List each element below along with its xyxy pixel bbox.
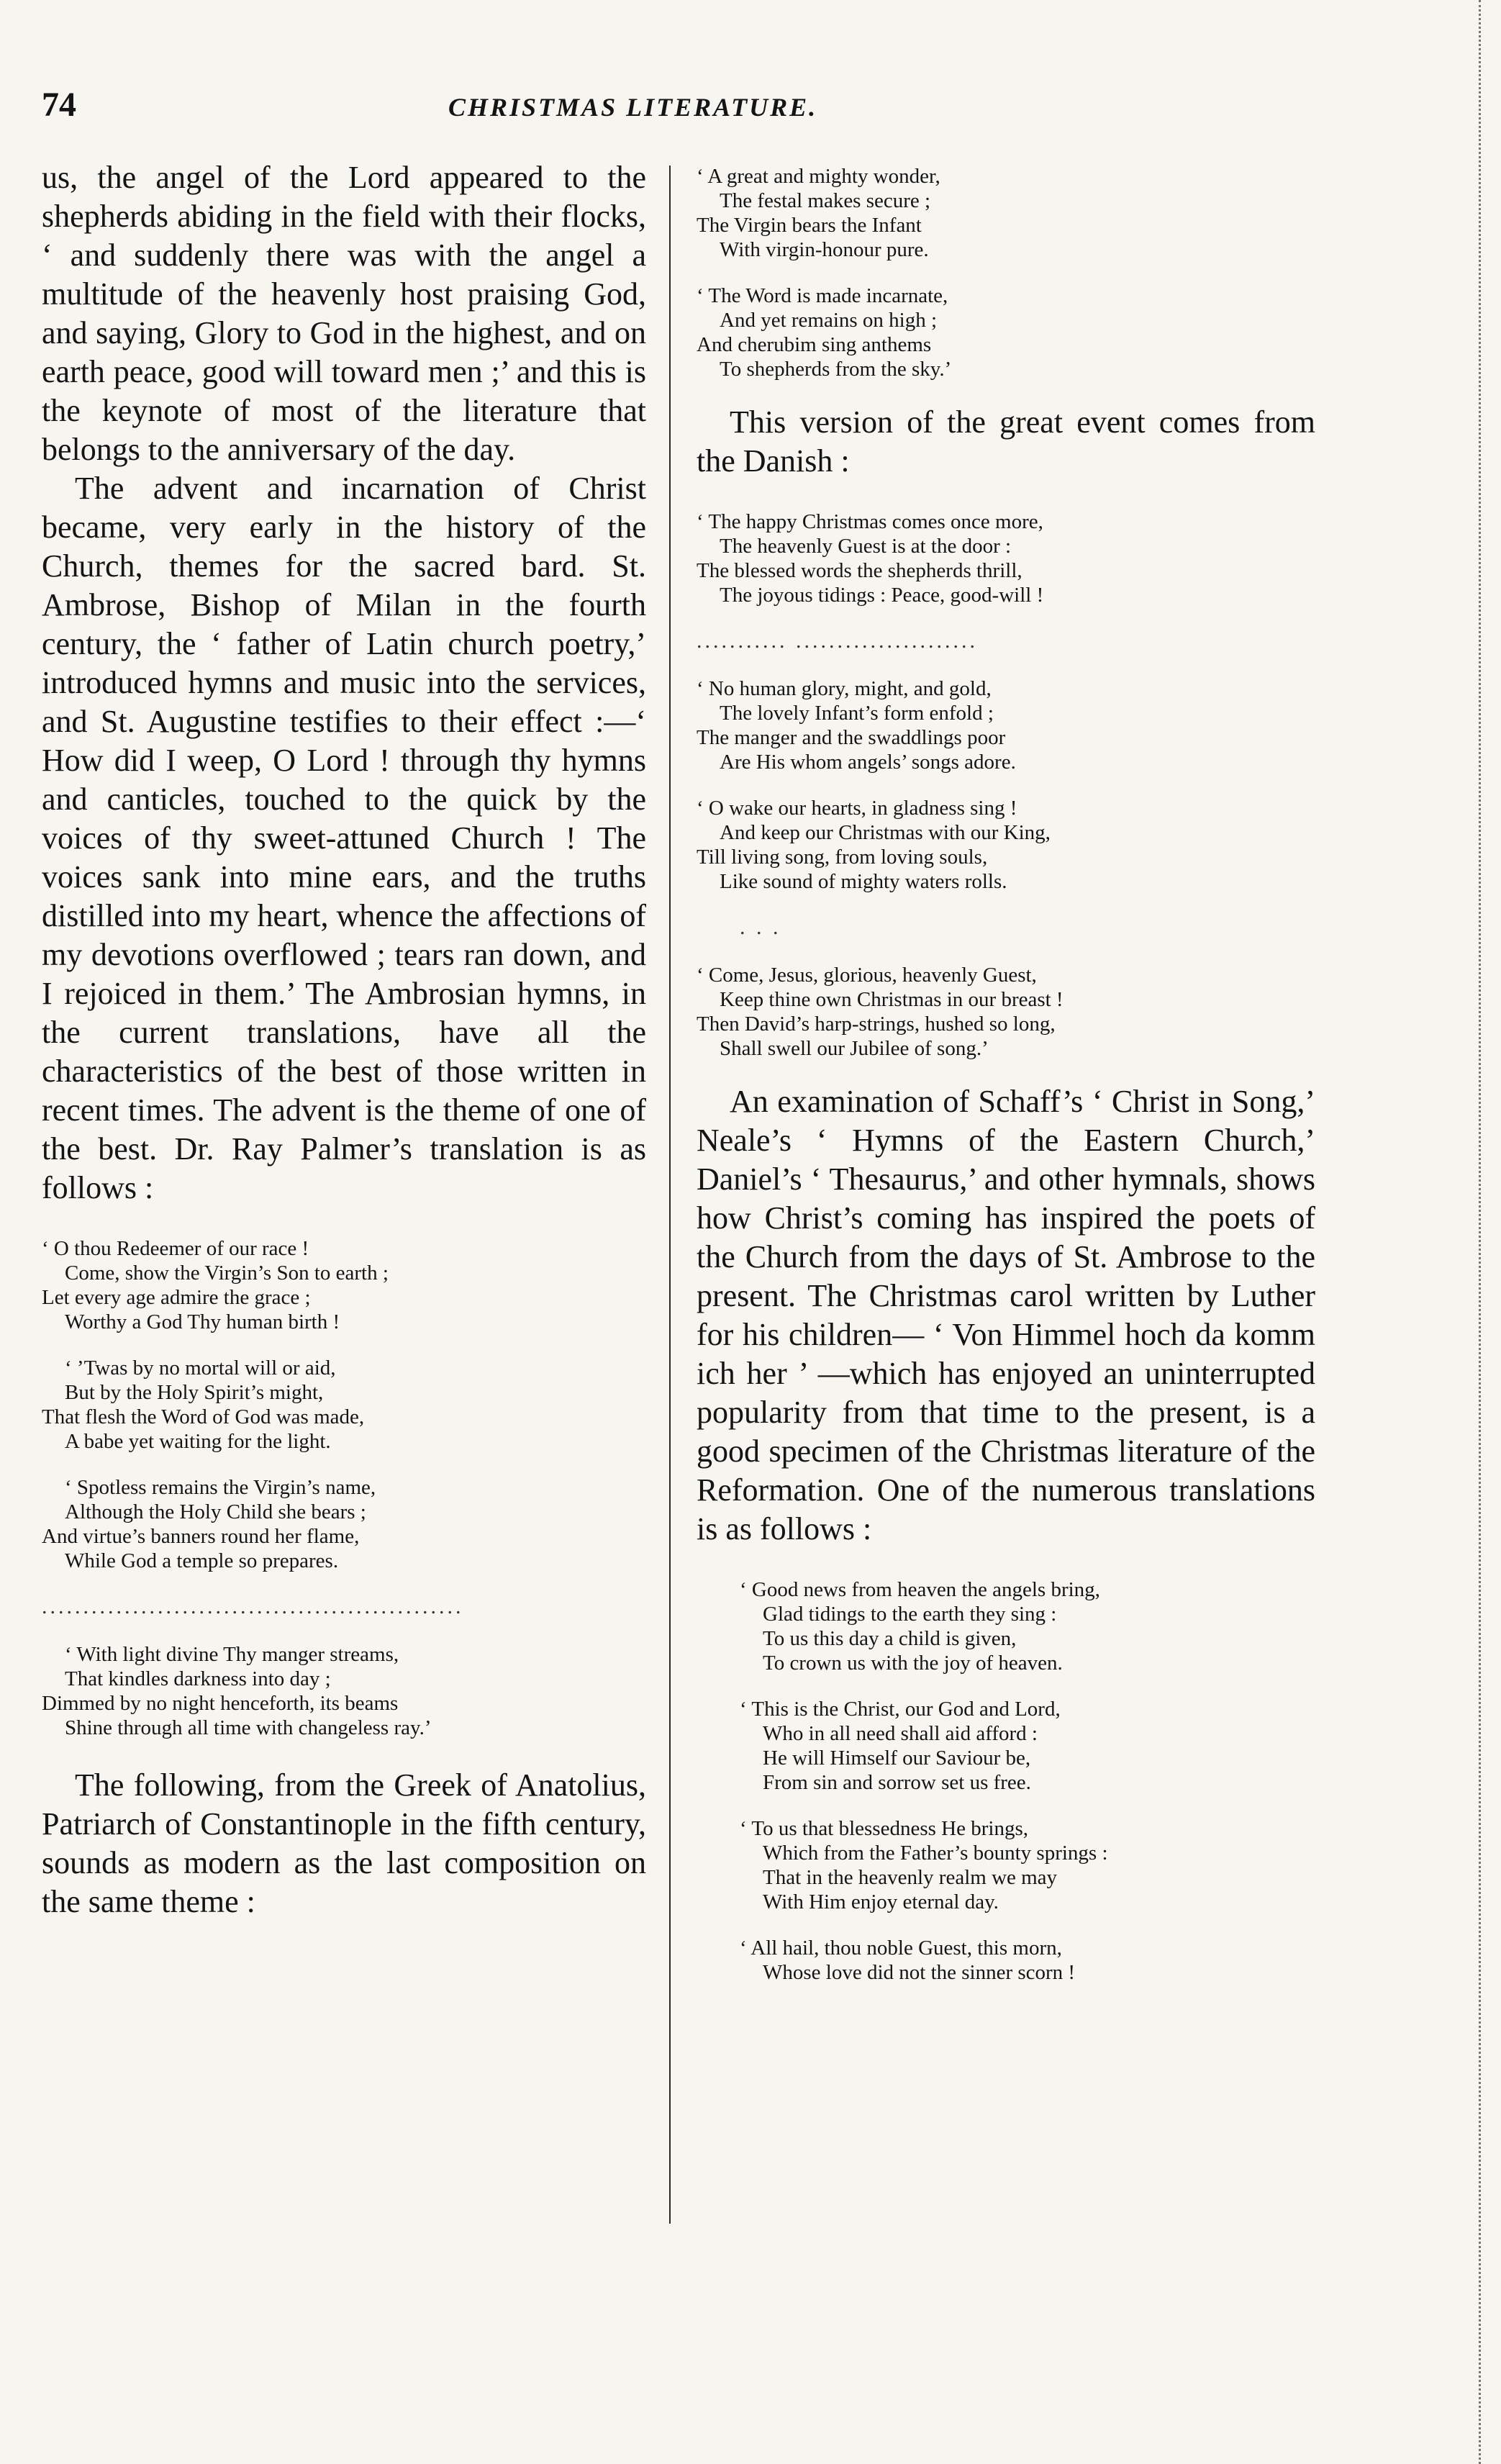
verse-line: Dimmed by no night henceforth, its beams <box>42 1692 399 1715</box>
verse-line: To shepherds from the sky.’ <box>720 358 952 381</box>
verse-line: The heavenly Guest is at the door : <box>720 535 1012 558</box>
verse-line: ‘ The happy Christmas comes once more, <box>697 510 1043 533</box>
verse-line: And keep our Christmas with our King, <box>720 821 1051 844</box>
verse-line: And yet remains on high ; <box>720 309 938 332</box>
verse-line: A babe yet waiting for the light. <box>65 1430 331 1453</box>
verse-stanza <box>42 1475 646 1573</box>
verse-line: Keep thine own Christmas in our breast ! <box>720 988 1064 1011</box>
paragraph: The advent and incarnation of Christ became, very early in the history of the Church, themes for the sacred bard. St. Ambrose, Bishop of Milan in the fourth century, the ‘ father of Latin church poetry,’ introduced hymns and music into the services, and St. Augustine testifies to their effect :—‘ How did I weep, O Lord ! through thy hymns and canticles, touched to the quick by the voices of thy sweet-attuned Church ! The voices sank into mine ears, and the truths distilled into my heart, whence the affections of my devotions overflowed ; tears ran down, and I rejoiced in them.’ The Ambrosian hymns, in the current translations, have all the characteristics of the best of those written in recent times. The advent is the theme of one of the best. Dr. Ray Palmer’s translation is as follows : <box>42 471 646 1205</box>
page-number: 74 <box>42 86 76 124</box>
page-header <box>42 85 1315 135</box>
verse-line: He will Himself our Saviour be, <box>763 1747 1031 1770</box>
verse-stanza <box>697 963 1315 1061</box>
running-title: CHRISTMAS LITERATURE. <box>448 93 818 122</box>
paragraph: An examination of Schaff’s ‘ Christ in Song,’ Neale’s ‘ Hymns of the Eastern Church,’ Daniel’s ‘ Thesaurus,’ and other hymnals, shows how Christ’s coming has inspired the poets of the Church from the days of St. Ambrose to the present. The Christmas carol written by Luther for his children— ‘ Von Himmel hoch da komm ich her ’ —which has enjoyed an uninterrupted popularity from that time to the present, is a good specimen of the Christmas literature of the Reformation. One of the numerous translations is as follows : <box>697 1084 1315 1546</box>
verse-stanza <box>697 1936 1315 1985</box>
verse-line: That in the heavenly realm we may <box>763 1866 1058 1889</box>
ellipsis-divider: ................................................... <box>42 1595 464 1618</box>
verse-line: While God a temple so prepares. <box>65 1549 339 1572</box>
verse-line: To crown us with the joy of heaven. <box>763 1652 1063 1675</box>
verse-line: Although the Holy Child she bears ; <box>65 1500 366 1523</box>
verse-line: And virtue’s banners round her flame, <box>42 1525 360 1548</box>
verse-line: ‘ Come, Jesus, glorious, heavenly Guest, <box>697 964 1037 987</box>
page-edge-mark <box>1479 0 1481 2464</box>
verse-line: ‘ The Word is made incarnate, <box>697 284 948 307</box>
verse-stanza <box>42 1356 646 1454</box>
verse-stanza <box>697 1816 1315 1914</box>
verse-line: But by the Holy Spirit’s might, <box>65 1381 324 1404</box>
verse-line: The blessed words the shepherds thrill, <box>697 559 1022 582</box>
verse-line: Worthy a God Thy human birth ! <box>65 1310 340 1333</box>
verse-line: The lovely Infant’s form enfold ; <box>720 702 994 725</box>
verse-line: And cherubim sing anthems <box>697 333 932 356</box>
verse-line: Let every age admire the grace ; <box>42 1286 311 1309</box>
verse-stanza <box>697 1577 1315 1675</box>
verse-line: With Him enjoy eternal day. <box>763 1890 999 1913</box>
verse-line: ‘ O wake our hearts, in gladness sing ! <box>697 797 1017 820</box>
verse-line: ‘ Good news from heaven the angels bring, <box>740 1578 1100 1601</box>
column-rule <box>669 166 671 2224</box>
verse-stanza <box>697 1697 1315 1795</box>
verse-line: Then David’s harp-strings, hushed so long, <box>697 1013 1056 1036</box>
paragraph: This version of the great event comes from the Danish : <box>697 404 1315 479</box>
paragraph: us, the angel of the Lord appeared to the shepherds abiding in the field with their flocks, ‘ and suddenly there was with the angel a multitude of the heavenly host praising God, and saying, Glory to God in the highest, and on earth peace, good will toward men ;’ and this is the keynote of most of the literature that belongs to the anniversary of the day. <box>42 160 646 467</box>
verse-line: ‘ With light divine Thy manger streams, <box>65 1643 399 1666</box>
verse-line: Shall swell our Jubilee of song.’ <box>720 1037 989 1060</box>
verse-line: To us this day a child is given, <box>763 1627 1017 1650</box>
verse-stanza <box>697 796 1315 894</box>
verse-stanza <box>697 284 1315 381</box>
verse-line: ‘ A great and mighty wonder, <box>697 165 940 188</box>
verse-line: Shine through all time with changeless ray.’ <box>65 1716 432 1739</box>
verse-line: Who in all need shall aid afford : <box>763 1722 1038 1745</box>
verse-line: ‘ To us that blessedness He brings, <box>740 1817 1028 1840</box>
verse-stanza <box>42 1236 646 1334</box>
verse-line: The Virgin bears the Infant <box>697 214 922 237</box>
verse-line: ‘ This is the Christ, our God and Lord, <box>740 1698 1061 1721</box>
verse-line: Are His whom angels’ songs adore. <box>720 751 1016 774</box>
verse-stanza <box>42 1642 646 1740</box>
verse-stanza <box>697 509 1315 607</box>
verse-line: Come, show the Virgin’s Son to earth ; <box>65 1262 389 1285</box>
verse-line: ‘ Spotless remains the Virgin’s name, <box>65 1476 376 1499</box>
verse-line: That flesh the Word of God was made, <box>42 1405 365 1428</box>
left-column <box>42 158 646 1921</box>
verse-line: From sin and sorrow set us free. <box>763 1771 1031 1794</box>
ellipsis-divider: ........... ...................... <box>697 629 978 653</box>
verse-line: Till living song, from loving souls, <box>697 846 988 869</box>
verse-line: ‘ O thou Redeemer of our race ! <box>42 1237 309 1260</box>
verse-line: Like sound of mighty waters rolls. <box>720 870 1007 893</box>
verse-line: Which from the Father’s bounty springs : <box>763 1842 1108 1865</box>
verse-line: ‘ No human glory, might, and gold, <box>697 677 992 700</box>
ellipsis-divider: . . . <box>740 915 781 939</box>
verse-line: ‘ ’Twas by no mortal will or aid, <box>65 1356 336 1380</box>
verse-line: That kindles darkness into day ; <box>65 1667 331 1690</box>
right-column <box>697 158 1315 2006</box>
verse-line: Glad tidings to the earth they sing : <box>763 1603 1057 1626</box>
verse-line: The manger and the swaddlings poor <box>697 726 1006 749</box>
verse-line: ‘ All hail, thou noble Guest, this morn, <box>740 1937 1062 1960</box>
verse-line: The joyous tidings : Peace, good-will ! <box>720 584 1044 607</box>
verse-line: With virgin-honour pure. <box>720 238 929 261</box>
verse-stanza <box>697 164 1315 262</box>
verse-stanza <box>697 676 1315 774</box>
verse-line: The festal makes secure ; <box>720 189 931 212</box>
verse-line: Whose love did not the sinner scorn ! <box>763 1961 1076 1984</box>
paragraph: The following, from the Greek of Anatolius, Patriarch of Constantinople in the fifth century, sounds as modern as the last composition on the same theme : <box>42 1767 646 1919</box>
